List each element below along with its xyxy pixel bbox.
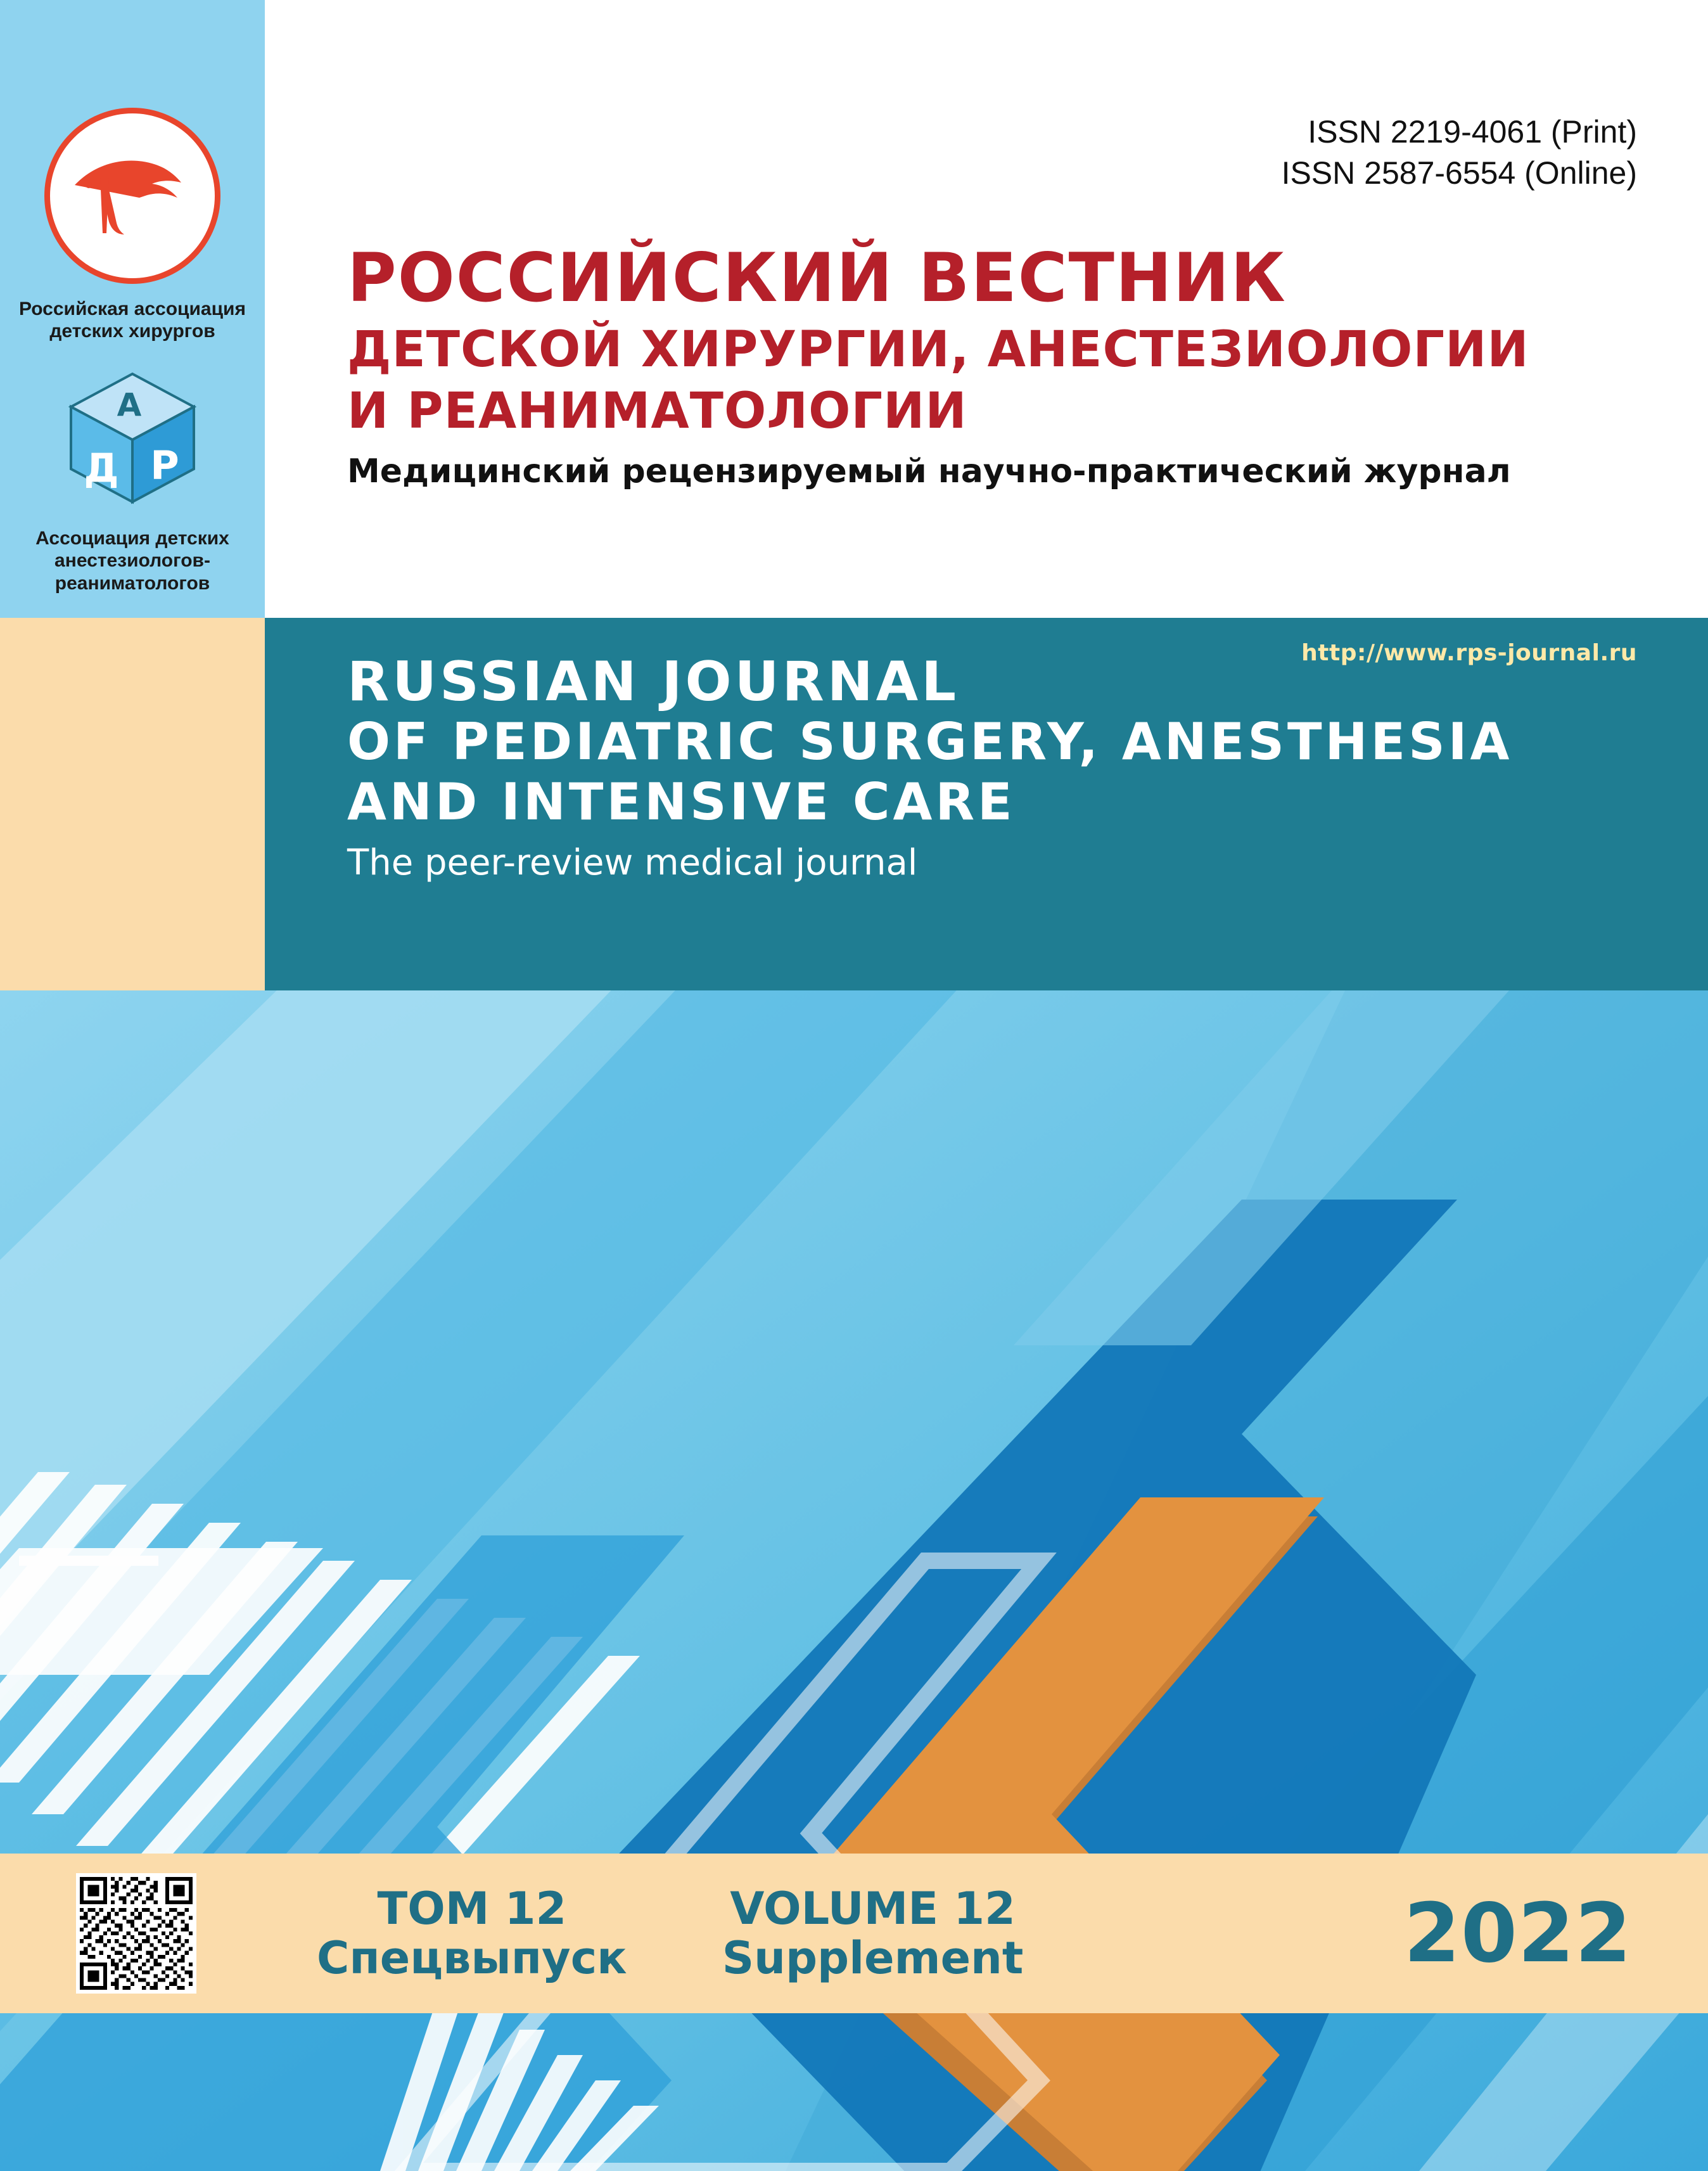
english-title-line2: OF PEDIATRIC SURGERY, ANESTHESIA [347,712,1513,772]
association-caption-surgeons: Российская ассоциация детских хирургов [18,298,246,342]
footer-bar [0,1854,1708,2013]
russian-title-block [347,239,1665,491]
english-title-line3: AND INTENSIVE CARE [347,772,1016,831]
cream-left-block [0,618,265,990]
volume-english-line1: VOLUME 12 [730,1882,1016,1935]
volume-english-line2: Supplement [722,1932,1024,1984]
volume-russian-line1: ТОМ 12 [377,1882,567,1935]
journal-website-link[interactable]: http://www.rps-journal.ru [1301,640,1637,666]
english-subtitle: The peer-review medical journal [347,842,918,884]
russian-subtitle: Медицинский рецензируемый научно-практический журнал [347,452,1511,491]
russian-title-line2: ДЕТСКОЙ ХИРУРГИИ, АНЕСТЕЗИОЛОГИИ [347,321,1529,379]
issn-print: ISSN 2219-4061 (Print) [1308,114,1637,150]
russian-title-line1: РОССИЙСКИЙ ВЕСТНИК [347,239,1287,317]
volume-russian [317,1884,627,1983]
volume-russian-line2: Спецвыпуск [317,1932,627,1984]
issn-block [1282,112,1637,194]
stork-emblem-icon [44,108,220,284]
association-logo-surgeons [0,108,265,343]
issn-online: ISSN 2587-6554 (Online) [1281,155,1637,191]
svg-text:Р: Р [150,442,179,489]
association-logo-anesthesiologists [0,355,265,594]
cube-ar-emblem-icon [53,355,212,513]
svg-text:А: А [117,387,142,423]
association-logo-column [0,0,265,618]
english-title-line1: RUSSIAN JOURNAL [347,650,960,714]
svg-text:Д: Д [84,445,119,491]
volume-english [722,1884,1024,1983]
publication-year: 2022 [1403,1886,1632,1981]
header-white-area [0,0,1708,618]
russian-title-line3: И РЕАНИМАТОЛОГИИ [347,382,967,440]
qr-code[interactable] [76,1873,196,1994]
association-caption-anesthesiologists: Ассоциация детских анестезиологов-реаниматологов [35,528,229,594]
english-title-block [347,651,1678,883]
